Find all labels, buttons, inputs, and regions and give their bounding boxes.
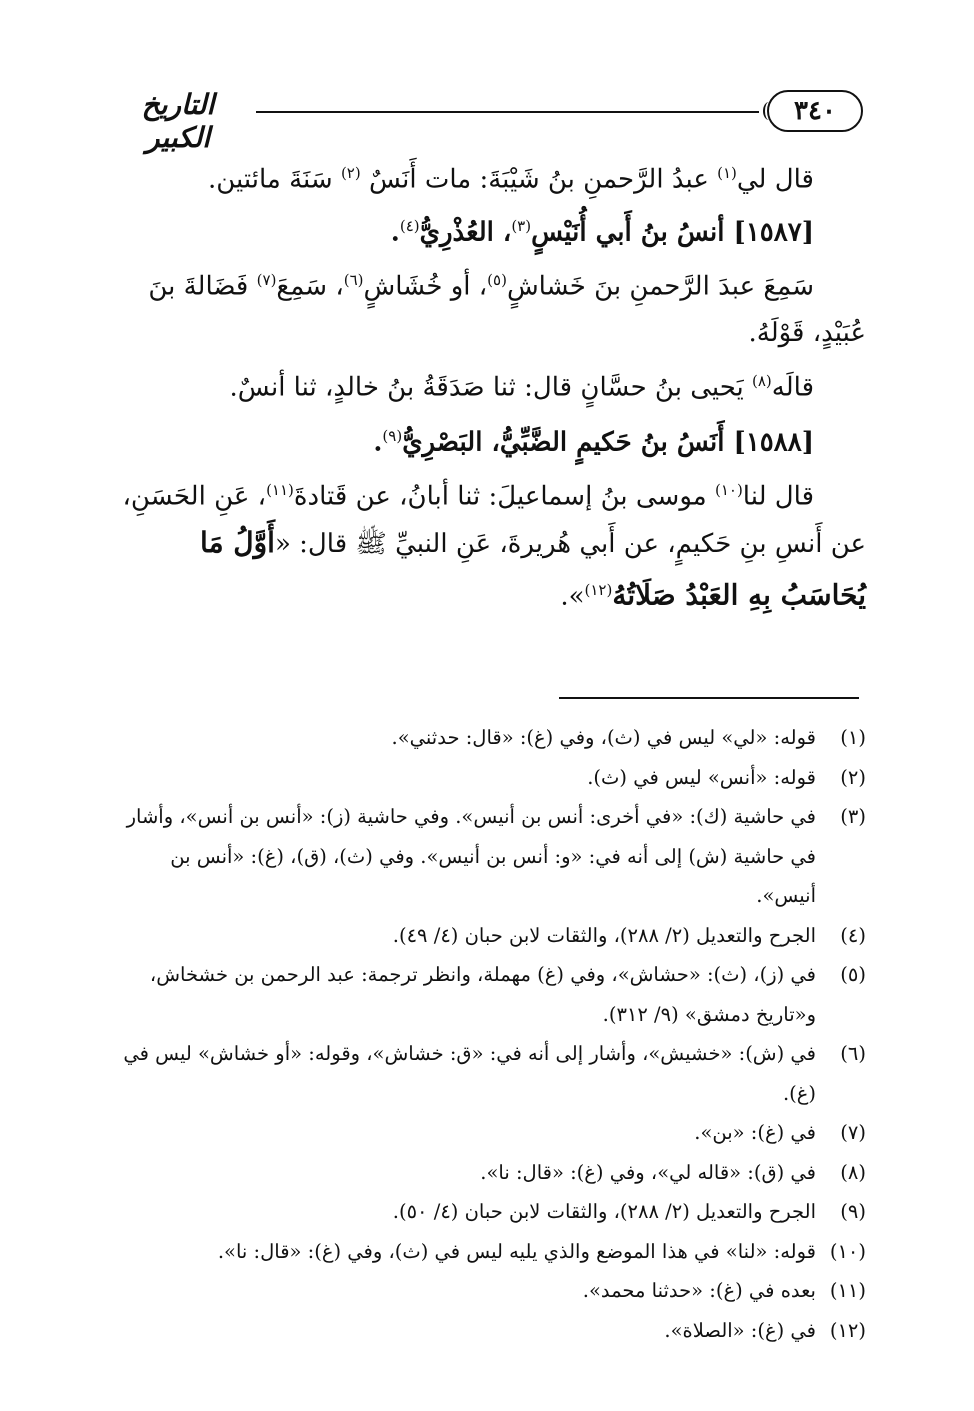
paragraph-1 <box>106 150 866 203</box>
footnote-number: (١٢) <box>829 1318 866 1342</box>
text: عبدُ الرَّحمنِ بنُ شَيْبَةَ: مات أَنَسٌ <box>360 164 718 195</box>
footnote-3 <box>108 797 866 916</box>
text: فَضَالةَ بنَ عُبَيْدٍ، قَوْلَهُ. <box>148 271 866 348</box>
text: سَمِعَ عبدَ الرَّحمنِ بنَ خَشاشٍ <box>506 271 814 302</box>
footnote-ref: (٥) <box>487 271 507 290</box>
entry-heading: [١٥٨٨] أَنَسُ بنُ حَكيمٍ الضَّبِّيُّ، البَصْرِيُّ <box>402 427 814 458</box>
footnote-5 <box>108 955 866 1034</box>
page-number: ٣٤٠ <box>767 90 863 132</box>
text: قال لي <box>736 164 814 195</box>
footnote-2 <box>108 758 866 798</box>
footnote-4 <box>108 916 866 956</box>
footnote-number: (٨) <box>840 1160 866 1184</box>
footnote-text: قوله: «لنا» في هذا الموضع والذي يليه ليس في (ث)، وفي (غ): «قال: نا». <box>217 1239 816 1263</box>
footnote-text: قوله: «لي» ليس في (ث)، وفي (غ): «قال: حدثني». <box>391 726 816 749</box>
footnote-text: الجرح والتعديل (٢/ ٢٨٨)، والثقات لابن حبان (٤/ ٥٠). <box>392 1200 816 1223</box>
entry-1587 <box>106 203 866 256</box>
paragraph-3 <box>106 358 866 411</box>
footnote-text: الجرح والتعديل (٢/ ٢٨٨)، والثقات لابن حبان (٤/ ٤٩). <box>392 923 816 947</box>
footnote-ref: (٤) <box>399 216 420 235</box>
footnote-ref: (١٠) <box>714 481 743 500</box>
footnote-6 <box>108 1034 866 1113</box>
footnote-text: في (غ): «الصلاة». <box>664 1318 816 1342</box>
page-header <box>108 82 863 154</box>
footnote-ref: (١) <box>717 164 737 182</box>
text: ». <box>560 581 585 612</box>
footnote-ref: (٦) <box>343 271 364 290</box>
footnote-number: (٣) <box>840 805 866 828</box>
footnote-ref: (١٢) <box>584 580 613 599</box>
footnote-text: في (ش): «خشيش»، وأشار إلى أنه في: «ق: خشاش»، وقوله: «أو خشاش» ليس في (غ). <box>123 1042 816 1105</box>
footnote-7 <box>108 1113 866 1153</box>
footnote-ref: (٣) <box>511 216 532 235</box>
footnote-ref: (٧) <box>256 271 277 290</box>
footnote-ref: (٨) <box>752 371 772 390</box>
footnote-9 <box>108 1192 866 1232</box>
paragraph-4 <box>106 467 866 619</box>
book-title: التاريخ الكبير <box>141 88 215 154</box>
footnote-number: (١) <box>840 726 866 749</box>
text: سَنَةَ مائتين. <box>208 164 341 195</box>
text: ، سَمِعَ <box>276 271 344 302</box>
footnote-number: (٩) <box>840 1200 866 1223</box>
footnote-1 <box>108 718 866 758</box>
footnote-10 <box>108 1232 866 1272</box>
footnote-text: في (غ): «بن». <box>694 1121 816 1144</box>
main-text <box>106 150 866 620</box>
text: ، عَنِ الحَسَنِ، عن أَنسِ بنِ حَكيمٍ، عن أَبي هُريرةَ، عَنِ النبيِّ ﷺ قال: « <box>122 481 866 559</box>
footnote-number: (٢) <box>840 765 866 789</box>
text: ، العُذْرِيُّ <box>419 217 512 248</box>
footnote-text: في (ق): «قاله لي»، وفي (غ): «قال: نا». <box>480 1160 816 1184</box>
footnote-8 <box>108 1153 866 1193</box>
text: قالَه <box>771 372 814 403</box>
text: ، أو خُشَاشٍ <box>363 271 488 302</box>
entry-heading: [١٥٨٧] أنسُ بنُ أَبي أُنَيْسٍ <box>531 217 814 248</box>
text: موسى بنُ إسماعيلَ: ثنا أبانُ، عن قَتادةَ <box>293 481 715 512</box>
footnote-number: (٧) <box>840 1121 866 1144</box>
footnote-separator <box>559 697 859 699</box>
entry-1588 <box>106 413 866 466</box>
footnote-text: في (ز)، (ث): «حشاش»، وفي (غ) مهملة، وانظر ترجمة: عبد الرحمن بن خشخاش، و«تاريخ دمشق» (٩/ ٣١٢). <box>149 963 816 1026</box>
footnote-ref: (١١) <box>266 481 294 500</box>
footnote-text: قوله: «أنس» ليس في (ث). <box>587 765 816 789</box>
hadith-text: أَوَّلُ مَا يُحَاسَبُ بِهِ العَبْدُ صَلَاتُهُ <box>200 525 866 612</box>
footnote-11 <box>108 1271 866 1311</box>
footnotes <box>108 718 866 1350</box>
footnote-ref: (٩) <box>382 426 403 445</box>
text: . <box>390 217 400 248</box>
text: قال لنا <box>742 481 814 512</box>
footnote-number: (٥) <box>840 963 866 986</box>
footnote-text: في حاشية (ك): «في أخرى: أنس بن أنيس». وفي حاشية (ز): «أنس بن أنس»، وأشار في حاشية (ش) إلى أنه في: «و: أنس بن أنيس». وفي (ث)، (ق)، (غ): «أنس بن أنيس». <box>126 805 816 907</box>
footnote-12 <box>108 1311 866 1351</box>
footnote-number: (١١) <box>829 1279 866 1302</box>
footnote-text: بعده في (غ): «حدثنا محمد». <box>582 1279 816 1302</box>
header-rule <box>256 111 759 113</box>
footnote-number: (١٠) <box>829 1239 866 1263</box>
footnote-number: (٤) <box>840 923 866 947</box>
text: يَحيى بنُ حسَّانٍ قال: ثنا صَدَقَةُ بنُ خالدٍ، ثنا أنسٌ. <box>229 372 752 403</box>
footnote-number: (٦) <box>840 1042 866 1065</box>
footnote-ref: (٢) <box>340 164 361 182</box>
paragraph-2 <box>106 257 866 356</box>
text: . <box>373 427 383 458</box>
